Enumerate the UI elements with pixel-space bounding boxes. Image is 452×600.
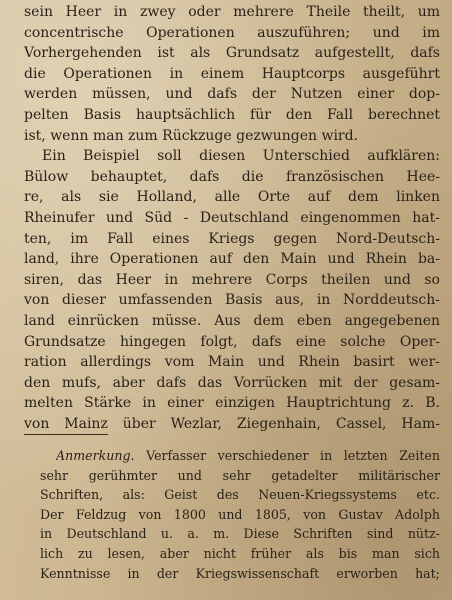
footnote-text: Verfasser verschiedener in letzten Zeiten: [146, 448, 440, 463]
footnote-line: Schriften, als: Geist des Neuen-Kriegssystems etc.: [40, 487, 440, 503]
text-line: ration allerdings vom Main und Rhein basirt wer-: [24, 354, 440, 371]
text-line: den mufs, aber dafs das Vorrücken mit der gesam-: [24, 374, 440, 391]
footnote-separator: [24, 434, 108, 435]
text-line: melten Stärke in einer einzigen Hauptrichtung z. B.: [24, 395, 440, 412]
footnote: [40, 446, 440, 583]
text-line: Rheinufer und Süd - Deutschland eingenommen hat-: [24, 209, 440, 226]
text-line: land, ihre Operationen auf den Main und Rhein ba-: [24, 251, 440, 268]
text-line: die Operationen in einem Hauptcorps ausgeführt: [24, 65, 440, 82]
footnote-line: sehr gerühmter und sehr getadelter militärischer: [40, 467, 440, 483]
text-line: werden müssen, und dafs der Nutzen einer dop-: [24, 86, 440, 103]
text-line: ten, im Fall eines Kriegs gegen Nord-Deutsch-: [24, 230, 440, 247]
footnote-line: lich zu lesen, aber nicht früher als bis man sich: [40, 545, 440, 561]
text-line: pelten Basis hauptsächlich für den Fall berechnet: [24, 106, 440, 123]
text-line: land einrücken müsse. Aus dem eben angegebenen: [24, 312, 440, 329]
text-line: von Mainz über Wezlar, Ziegenhain, Cassel, Ham-: [24, 415, 440, 432]
text-line: re, als sie Holland, alle Orte auf dem linken: [24, 189, 440, 206]
text-line: siren, das Heer in mehrere Corps theilen und so: [24, 271, 440, 288]
text-line: Ein Beispiel soll diesen Unterschied aufklären:: [42, 148, 440, 165]
body-text: [24, 2, 440, 434]
footnote-label: Anmerkung.: [56, 448, 135, 463]
footnote-line: Kenntnisse in der Kriegswissenschaft erworben hat;: [40, 565, 440, 581]
footnote-line: in Deutschland u. a. m. Diese Schriften sind nütz-: [40, 526, 440, 542]
text-line: Bülow behauptet, dafs die französischen Hee-: [24, 168, 440, 185]
text-line: Vorhergehenden ist als Grundsatz aufgestellt, dafs: [24, 45, 440, 62]
text-line: concentrische Operationen auszuführen; und im: [24, 24, 440, 41]
text-line: ist, wenn man zum Rückzuge gezwungen wird.: [24, 127, 359, 144]
text-line: Grundsatze hingegen folgt, dafs eine solche Oper-: [24, 333, 440, 350]
footnote-line: Der Feldzug von 1800 und 1805, von Gustav Adolph: [40, 506, 440, 522]
footnote-line: [56, 446, 440, 466]
text-line: sein Heer in zwey oder mehrere Theile theilt, um: [24, 4, 440, 20]
text-line: von dieser umfassenden Basis aus, in Norddeutsch-: [24, 292, 440, 309]
